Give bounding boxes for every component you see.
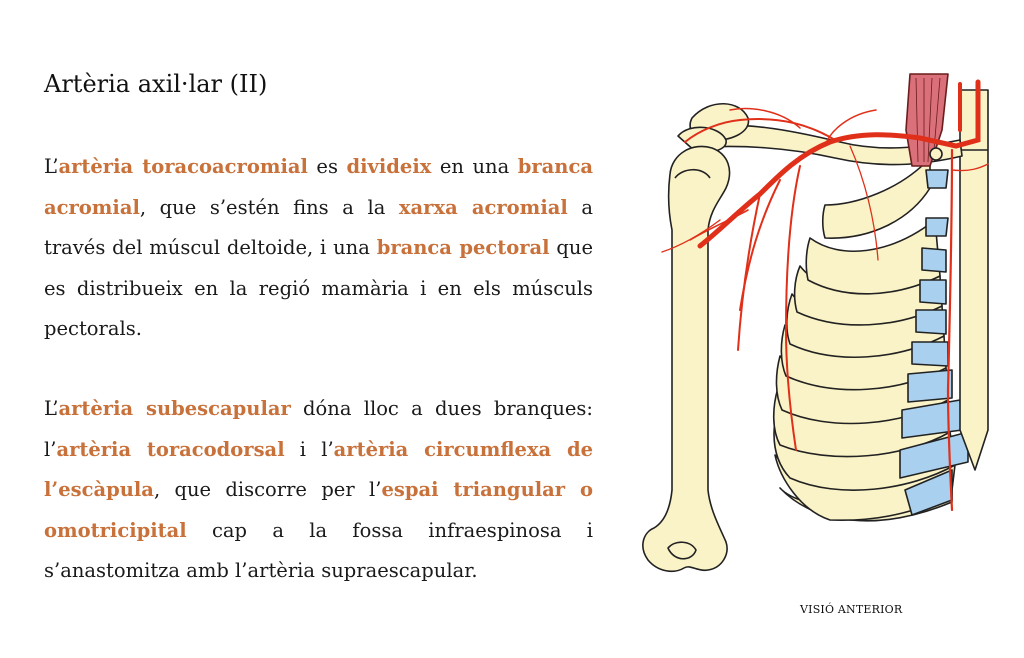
highlighted-term: artèria toracoacromial: [58, 155, 308, 178]
highlighted-term: artèria toracodorsal: [56, 437, 285, 461]
sternum: [960, 90, 988, 470]
paragraph-text: dóna lloc a dues branques: l’: [44, 397, 593, 461]
paragraph-text: que es distribueix en la regió mamària i en els músculs pectorals.: [44, 236, 594, 340]
page-title: Artèria axil·lar (II): [44, 70, 268, 98]
highlighted-term: xarxa acromial: [398, 195, 568, 219]
thoracodorsal-artery: [738, 194, 760, 350]
paragraph-toracoacromial: [44, 147, 593, 350]
paragraph-text: es: [307, 155, 347, 178]
paragraph-subescapular: [44, 389, 593, 592]
highlighted-term: branca pectoral: [376, 236, 550, 259]
paragraph-text: L’: [44, 397, 59, 420]
highlighted-term: artèria subescapular: [58, 397, 291, 420]
figure-caption: VISIÓ ANTERIOR: [800, 603, 903, 616]
paragraph-text: , que s’estén fins a la: [139, 195, 399, 219]
paragraph-text: cap a la fossa infraespinosa i s’anastomitza amb l’artèria supraescapular.: [44, 518, 593, 582]
paragraph-text: en una: [431, 155, 518, 178]
highlighted-term: divideix: [346, 155, 432, 178]
paragraph-text: i l’: [284, 437, 334, 461]
paragraph-text: , que discorre per l’: [153, 478, 382, 501]
highlighted-term: espai triangular o omotricipital: [44, 478, 593, 542]
paragraph-text: a través del múscul deltoide, i una: [44, 195, 593, 259]
highlighted-term: artèria circumflexa de l’escàpula: [44, 437, 594, 501]
humerus: [643, 146, 730, 571]
highlighted-term: branca acromial: [44, 155, 593, 219]
anatomical-illustration: [630, 70, 1000, 580]
paragraph-text: L’: [44, 155, 59, 178]
rib-1: [823, 158, 930, 238]
